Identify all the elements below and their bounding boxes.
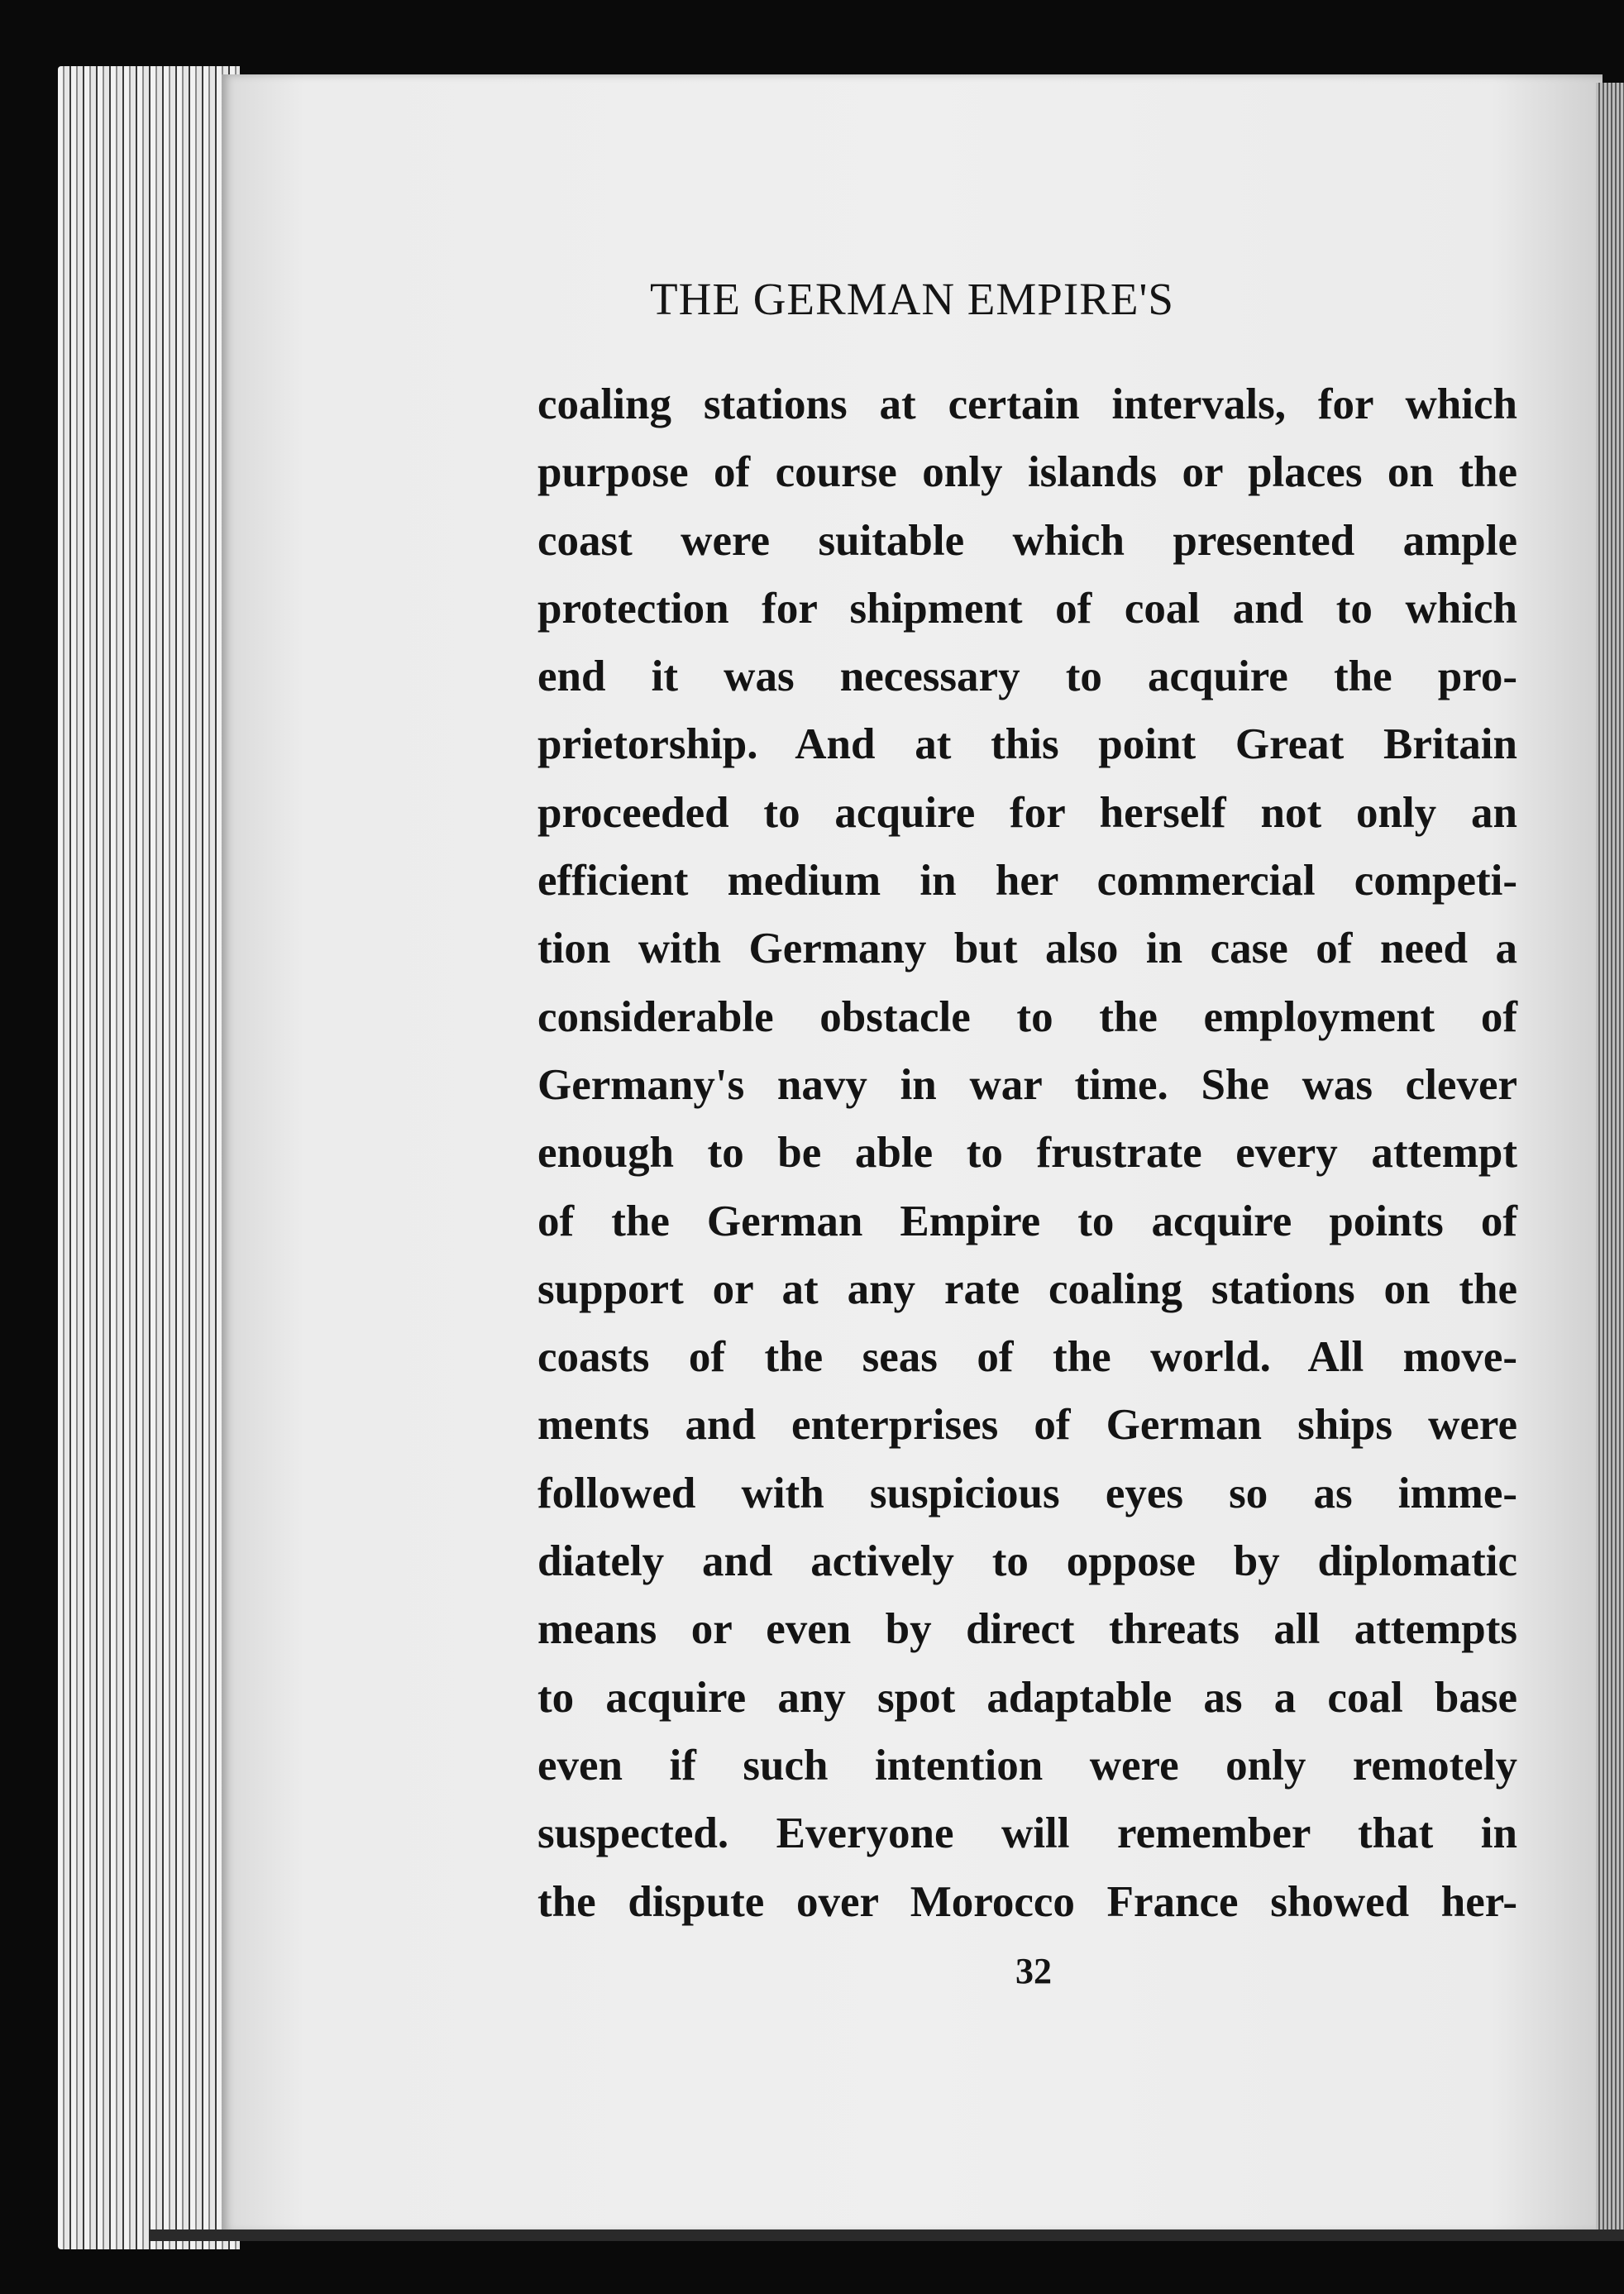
page-stack-edge: [58, 66, 240, 2249]
running-head: THE GERMAN EMPIRE'S: [650, 274, 1174, 324]
text-line: efficient medium in her commercial competi-: [537, 857, 1517, 906]
facing-page-edge: [1596, 83, 1624, 2233]
text-line: enough to be able to frustrate every attempt: [537, 1129, 1517, 1178]
text-line: even if such intention were only remotely: [537, 1741, 1517, 1790]
body-text: [537, 370, 1517, 1936]
text-line: coasts of the seas of the world. All move-: [537, 1333, 1517, 1382]
text-line: prietorship. And at this point Great Britain: [537, 720, 1517, 769]
text-line: purpose of course only islands or places on the: [537, 448, 1517, 497]
text-line: Germany's navy in war time. She was clever: [537, 1060, 1517, 1109]
bottom-page-edge: [149, 2229, 1624, 2241]
text-line: coast were suitable which presented ample: [537, 516, 1517, 565]
text-line: considerable obstacle to the employment of: [537, 992, 1517, 1041]
page-number: 32: [1015, 1951, 1052, 1991]
text-line: the dispute over Morocco France showed her-: [537, 1877, 1517, 1926]
text-line: end it was necessary to acquire the pro-: [537, 652, 1517, 701]
text-line: followed with suspicious eyes so as imme-: [537, 1469, 1517, 1517]
text-line: tion with Germany but also in case of need a: [537, 925, 1517, 973]
text-line: proceeded to acquire for herself not only an: [537, 788, 1517, 837]
text-line: ments and enterprises of German ships were: [537, 1401, 1517, 1450]
text-line: to acquire any spot adaptable as a coal base: [537, 1673, 1517, 1722]
text-line: means or even by direct threats all attempts: [537, 1605, 1517, 1654]
text-line: protection for shipment of coal and to which: [537, 584, 1517, 633]
text-line: diately and actively to oppose by diplomatic: [537, 1537, 1517, 1586]
text-line: support or at any rate coaling stations on the: [537, 1264, 1517, 1313]
text-line: suspected. Everyone will remember that in: [537, 1809, 1517, 1858]
text-line: of the German Empire to acquire points of: [537, 1197, 1517, 1245]
text-line: coaling stations at certain intervals, for which: [537, 380, 1517, 428]
